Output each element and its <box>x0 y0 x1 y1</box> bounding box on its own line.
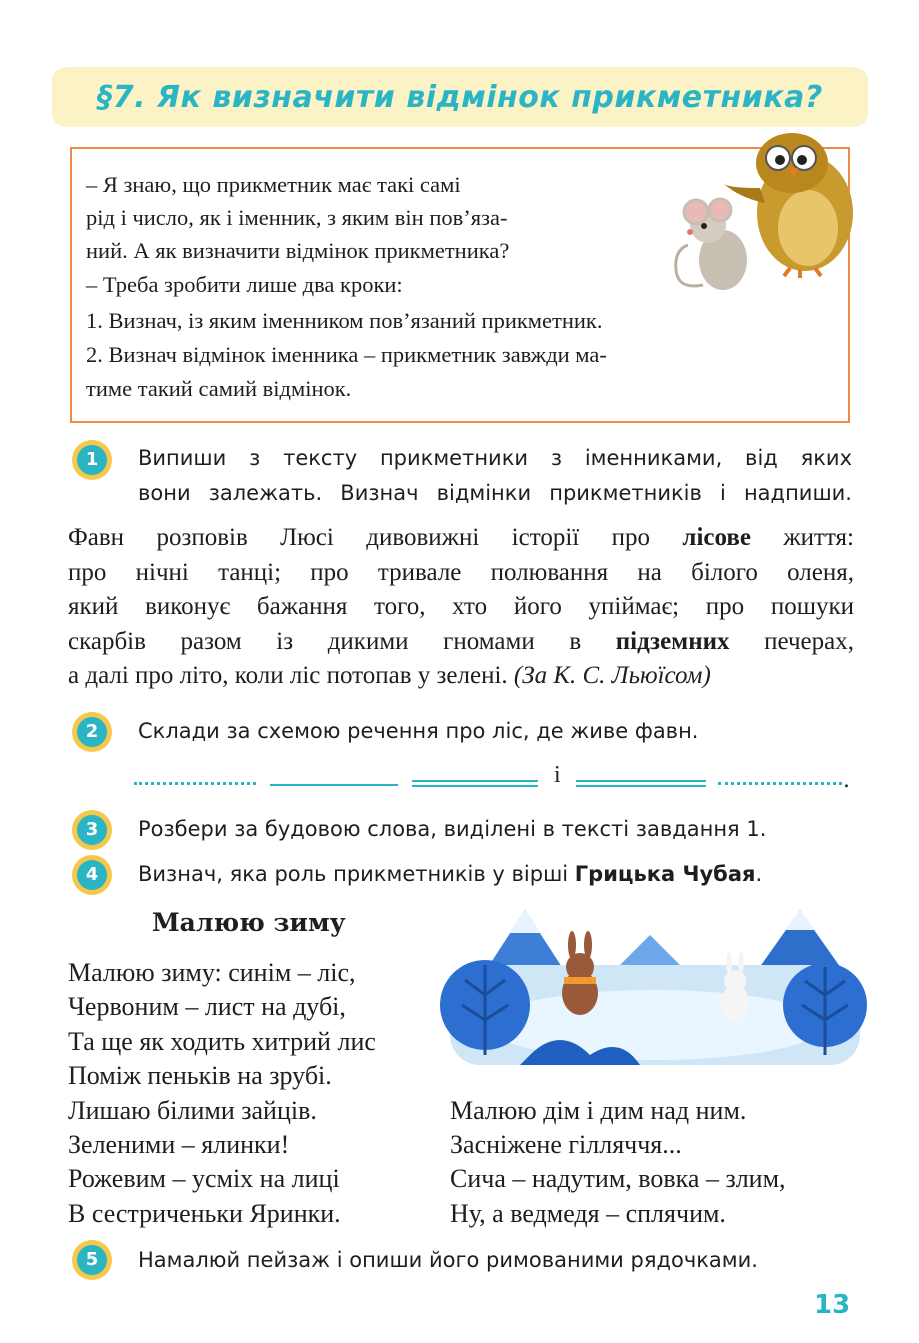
task-number-5: 5 <box>77 1245 107 1275</box>
box-line-7: тиме такий самий відмінок. <box>86 376 352 401</box>
task-number-2: 2 <box>77 717 107 747</box>
task-number-badge-5 <box>72 1240 112 1280</box>
task-number-3: 3 <box>77 815 107 845</box>
poem-left-line-2: Червоним – лист на дубі, <box>68 992 346 1021</box>
poem-left-line-8: В сестриченьки Яринки. <box>68 1199 341 1228</box>
scheme-conjunction: і <box>554 762 561 788</box>
box-line-5: 1. Визнач, із яким іменником пов’язаний прикметник. <box>86 308 603 333</box>
poem-left-line-1: Малюю зиму: синім – ліс, <box>68 958 356 987</box>
poem-right-line-3: Сича – надутим, вовка – злим, <box>450 1164 786 1193</box>
box-line-1: – Я знаю, що прикметник має такі самі <box>86 172 461 197</box>
task-3-text: Розбери за будовою слова, виділені в тексті завдання 1. <box>138 817 767 841</box>
scheme-period: . <box>843 768 850 793</box>
scheme-subject-dots <box>134 782 256 785</box>
lesson-title: §7. Як визначити відмінок прикметника? <box>97 79 823 115</box>
poem-title: Малюю зиму <box>152 908 346 937</box>
task-number-4: 4 <box>77 860 107 890</box>
story-line-4: скарбів разом із дикими гномами в підземних печерах, <box>68 628 854 655</box>
poem-left-line-6: Зеленими – ялинки! <box>68 1130 290 1159</box>
poem-left-line-3: Та ще як ходить хитрий лис <box>68 1027 376 1056</box>
task-1-line-1: Випиши з тексту прикметники з іменниками, від яких <box>138 446 852 470</box>
task-number-badge-4 <box>72 855 112 895</box>
task-4-text: Визнач, яка роль прикметників у вірші Грицька Чубая. <box>138 862 763 886</box>
highlighted-word-pidzemnykh: підземних <box>615 628 730 655</box>
box-line-4: – Треба зробити лише два кроки: <box>86 272 403 297</box>
box-line-6: 2. Визнач відмінок іменника – прикметник завжди ма- <box>86 342 607 367</box>
poem-author: Грицька Чубая <box>574 862 756 886</box>
task-number-badge-1 <box>72 440 112 480</box>
box-line-3: ний. А як визначити відмінок прикметника? <box>86 238 510 263</box>
poem-right-line-2: Засніжене гілляччя... <box>450 1130 682 1159</box>
poem-right-line-1: Малюю дім і дим над ним. <box>450 1096 747 1125</box>
poem-left-line-4: Поміж пеньків на зрубі. <box>68 1061 332 1090</box>
highlighted-word-lisove: лісове <box>682 524 751 551</box>
winter-landscape-illustration <box>440 905 870 1070</box>
poem-left-line-5: Лишаю білими зайців. <box>68 1096 317 1125</box>
story-line-2: про нічні танці; про тривале полювання на білого оленя, <box>68 559 854 586</box>
scheme-predicate-line <box>412 780 538 787</box>
story-source: (За К. С. Льюїсом) <box>513 662 711 689</box>
page-number: 13 <box>814 1290 851 1320</box>
scheme-predicate-line-2 <box>576 780 706 787</box>
task-number-1: 1 <box>77 445 107 475</box>
sentence-scheme <box>134 762 854 796</box>
task-number-badge-3 <box>72 810 112 850</box>
poem-right-line-4: Ну, а ведмедя – сплячим. <box>450 1199 726 1228</box>
scheme-subject-line <box>270 784 398 786</box>
task-1-line-2: вони залежать. Визнач відмінки прикметників і надпиши. <box>138 481 852 505</box>
task-5-text: Намалюй пейзаж і опиши його римованими рядочками. <box>138 1248 758 1272</box>
box-line-2: рід і число, як і іменник, з яким він пов’яза- <box>86 205 508 230</box>
story-line-5: а далі про літо, коли ліс потопав у зелені. (За К. С. Льюїсом) <box>68 662 711 689</box>
poem-left-line-7: Рожевим – усміх на лиці <box>68 1164 340 1193</box>
story-line-1: Фавн розповів Люсі дивовижні історії про лісове життя: <box>68 524 854 551</box>
scheme-object-dots <box>718 782 842 785</box>
story-line-3: який виконує бажання того, хто його упіймає; про пошуки <box>68 593 854 620</box>
task-2-text: Склади за схемою речення про ліс, де живе фавн. <box>138 719 699 743</box>
task-number-badge-2 <box>72 712 112 752</box>
mouse-illustration <box>668 190 768 300</box>
